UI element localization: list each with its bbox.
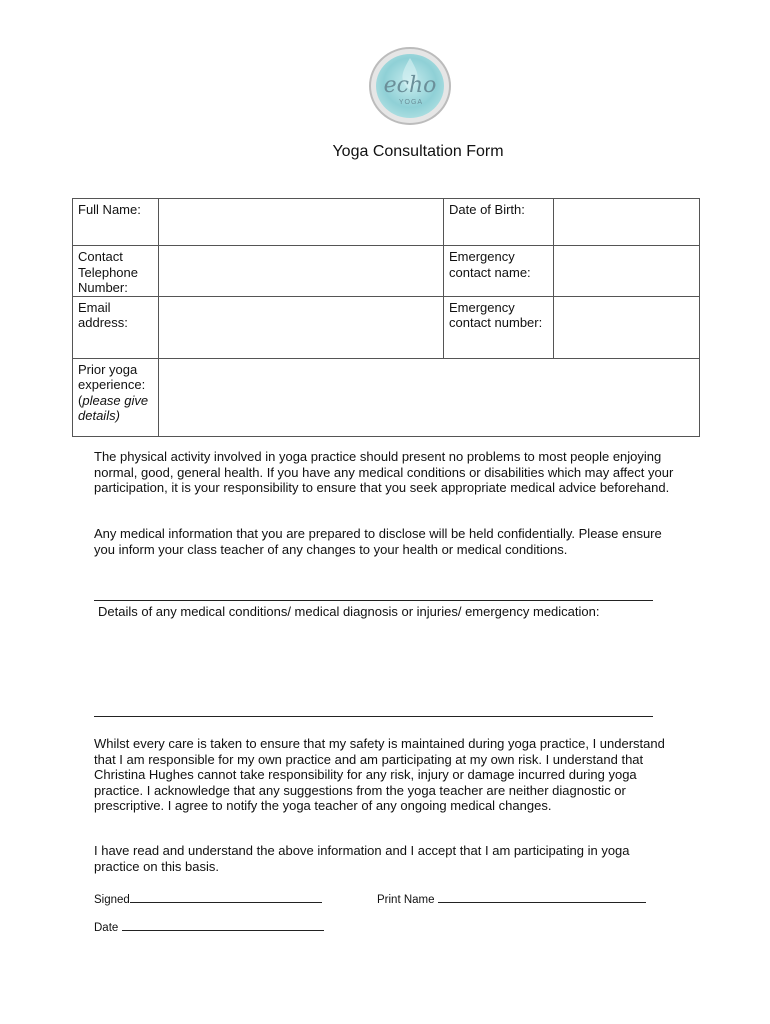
- date-of-birth-field[interactable]: [554, 199, 700, 246]
- svg-text:YOGA: YOGA: [398, 99, 424, 106]
- signed-line[interactable]: [130, 891, 322, 903]
- safety-paragraph: Whilst every care is taken to ensure that my safety is maintained during yoga practice, I understand that I am responsible for my own practice and am participating at my own risk. I understand that Christina Hughes cannot take responsibility for any risk, injury or damage incurred during yoga practice. I acknowledge that any suggestions from the yoga teacher are neither diagnostic or prescriptive. I agree to notify the yoga teacher of any ongoing medical changes.: [94, 736, 665, 813]
- personal-info-table: [72, 198, 700, 437]
- email-address-field[interactable]: [159, 296, 444, 358]
- prior-yoga-label: Prior yoga experience: (please give details): [73, 358, 159, 436]
- contact-telephone-label: Contact Telephone Number:: [73, 246, 159, 297]
- emergency-contact-number-field[interactable]: [554, 296, 700, 358]
- emergency-contact-name-field[interactable]: [554, 246, 700, 297]
- emergency-contact-number-label: Emergency contact number:: [444, 296, 554, 358]
- date-row: [94, 919, 324, 934]
- medical-info-paragraph: Any medical information that you are prepared to disclose will be held confidentially. Please ensure you inform your class teacher of any changes to your health or medical conditions.: [94, 526, 662, 557]
- physical-activity-paragraph: The physical activity involved in yoga practice should present no problems to most people enjoying normal, good, general health. If you have any medical conditions or disabilities which may affect your participation, it is your responsibility to ensure that you seek appropriate medical advice beforehand.: [94, 449, 674, 495]
- prior-yoga-field[interactable]: [159, 358, 700, 436]
- email-address-label: Email address:: [73, 296, 159, 358]
- print-name-line[interactable]: [438, 891, 646, 903]
- full-name-field[interactable]: [159, 199, 444, 246]
- date-label: Date: [94, 922, 119, 934]
- medical-section-top-line: [94, 600, 653, 601]
- contact-telephone-field[interactable]: [159, 246, 444, 297]
- print-name-label: Print Name: [377, 894, 435, 906]
- medical-section-bottom-line: [94, 716, 653, 717]
- emergency-contact-name-label: Emergency contact name:: [444, 246, 554, 297]
- medical-details-label: Details of any medical conditions/ medical diagnosis or injuries/ emergency medication:: [98, 604, 600, 619]
- svg-text:echo: echo: [383, 73, 437, 98]
- date-line[interactable]: [122, 919, 324, 931]
- full-name-label: Full Name:: [73, 199, 159, 246]
- date-of-birth-label: Date of Birth:: [444, 199, 554, 246]
- acceptance-paragraph: I have read and understand the above information and I accept that I am participating in yoga practice on this basis.: [94, 843, 630, 874]
- print-name-row: [377, 891, 646, 906]
- medical-details-field[interactable]: [94, 622, 653, 714]
- signed-row: [94, 891, 322, 906]
- form-title: Yoga Consultation Form: [332, 143, 504, 160]
- echo-yoga-logo: [368, 46, 452, 126]
- signed-label: Signed: [94, 894, 130, 906]
